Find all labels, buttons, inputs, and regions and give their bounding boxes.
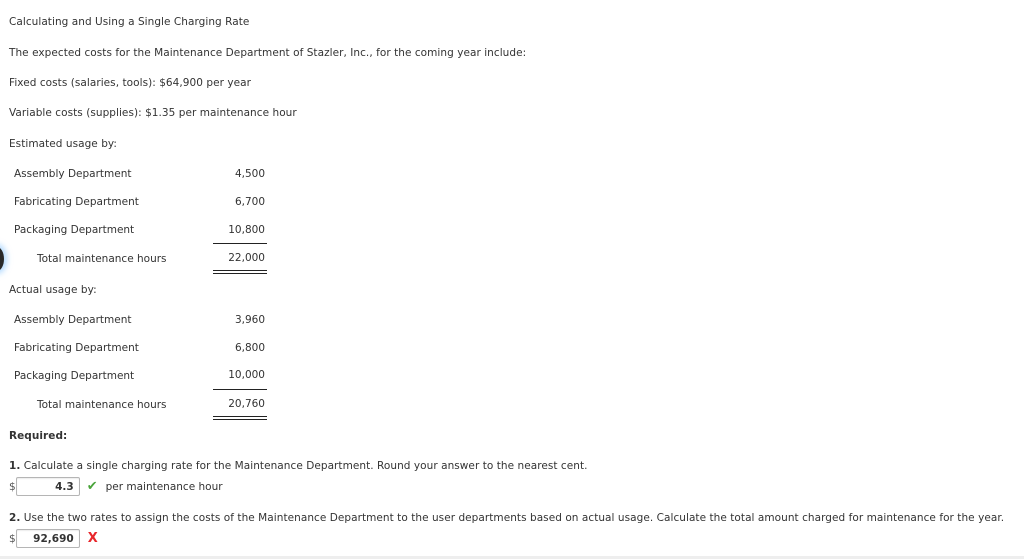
question-2-prompt: Use the two rates to assign the costs of the Maintenance Department to the user departments based on actual usage. Calculate the total amount charged for maintenance for the year.	[20, 512, 1005, 524]
subtotal-rule	[213, 243, 267, 244]
actual-total-label: Total maintenance hours	[37, 399, 167, 411]
estimated-row-label: Fabricating Department	[14, 196, 139, 208]
actual-usage-heading: Actual usage by:	[9, 284, 97, 296]
estimated-row-value: 10,800	[228, 224, 265, 236]
actual-row-label: Fabricating Department	[14, 342, 139, 354]
question-1-prompt: Calculate a single charging rate for the Maintenance Department. Round your answer to the nearest cent.	[20, 460, 588, 472]
x-icon: X	[87, 531, 98, 546]
variable-costs-text: Variable costs (supplies): $1.35 per maintenance hour	[9, 107, 297, 119]
intro-text: The expected costs for the Maintenance Department of Stazler, Inc., for the coming year include:	[9, 47, 527, 59]
estimated-total-value: 22,000	[228, 252, 265, 264]
estimated-row-label: Assembly Department	[14, 168, 132, 180]
total-double-rule	[213, 270, 267, 274]
estimated-row-value: 6,700	[234, 196, 265, 208]
total-double-rule	[213, 416, 267, 420]
currency-symbol: $	[9, 532, 16, 545]
question-2-text	[9, 512, 1004, 524]
question-2-answer-row	[9, 529, 98, 548]
actual-row-value: 3,960	[234, 314, 265, 326]
question-1-answer-row	[9, 477, 223, 496]
actual-row-label: Packaging Department	[14, 370, 135, 382]
actual-row-label: Assembly Department	[14, 314, 132, 326]
estimated-row-label: Packaging Department	[14, 224, 135, 236]
fixed-costs-text: Fixed costs (salaries, tools): $64,900 per year	[9, 77, 251, 89]
currency-symbol: $	[9, 480, 16, 493]
estimated-total-label: Total maintenance hours	[37, 253, 167, 265]
question-1-text	[9, 460, 588, 472]
problem-title: Calculating and Using a Single Charging Rate	[9, 16, 250, 28]
subtotal-rule	[213, 389, 267, 390]
question-1-number: 1.	[9, 460, 21, 472]
actual-total-value: 20,760	[228, 398, 265, 410]
check-icon: ✔	[86, 479, 98, 494]
estimated-row-value: 4,500	[234, 168, 265, 180]
unit-label: per maintenance hour	[105, 480, 223, 493]
rate-answer-input[interactable]	[16, 477, 80, 496]
actual-row-value: 6,800	[234, 342, 265, 354]
estimated-usage-heading: Estimated usage by:	[9, 138, 118, 150]
actual-row-value: 10,000	[228, 369, 265, 381]
total-charged-answer-input[interactable]	[16, 529, 80, 548]
required-heading: Required:	[9, 430, 68, 442]
side-panel-toggle-handle[interactable]	[0, 247, 4, 271]
question-2-number: 2.	[9, 512, 21, 524]
